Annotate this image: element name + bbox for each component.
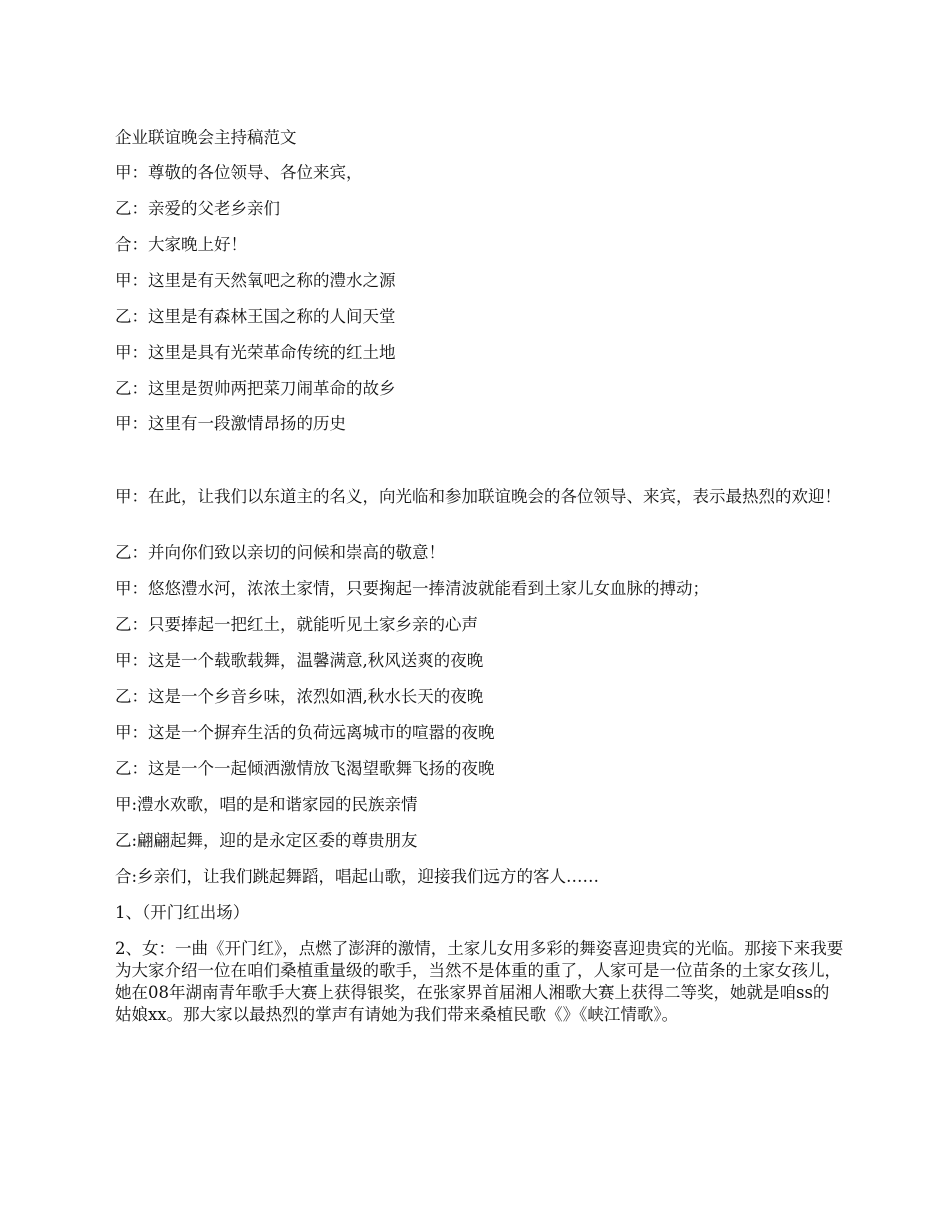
dialogue-line: 合：大家晚上好！ bbox=[115, 235, 247, 254]
welcome-paragraph: 甲：在此，让我们以东道主的名义，向光临和参加联谊晚会的各位领导、来宾，表示最热烈的欢迎！ bbox=[115, 487, 841, 506]
dialogue-line: 甲：这里是具有光荣革命传统的红土地 bbox=[115, 343, 396, 362]
dialogue-line: 甲：这里有一段激情昂扬的历史 bbox=[115, 414, 346, 433]
dialogue-line: 乙：这是一个一起倾洒激情放飞渴望歌舞飞扬的夜晚 bbox=[115, 759, 495, 778]
document-title: 企业联谊晚会主持稿范文 bbox=[115, 128, 297, 147]
dialogue-line: 甲：这是一个摒弃生活的负荷远离城市的喧嚣的夜晚 bbox=[115, 723, 495, 742]
dialogue-line: 合:乡亲们，让我们跳起舞蹈，唱起山歌，迎接我们远方的客人…… bbox=[115, 867, 600, 886]
program-item: 1、（开门红出场） bbox=[115, 903, 250, 922]
dialogue-line: 乙:翩翩起舞，迎的是永定区委的尊贵朋友 bbox=[115, 831, 418, 850]
dialogue-line: 乙：这里是贺帅两把菜刀闹革命的故乡 bbox=[115, 379, 396, 398]
dialogue-line: 乙：这是一个乡音乡味，浓烈如酒,秋水长天的夜晚 bbox=[115, 687, 484, 706]
dialogue-line: 乙：这里是有森林王国之称的人间天堂 bbox=[115, 307, 396, 326]
dialogue-line: 甲：这里是有天然氧吧之称的澧水之源 bbox=[115, 271, 396, 290]
closing-paragraph: 2、女：一曲《开门红》，点燃了澎湃的激情，土家儿女用多彩的舞姿喜迎贵宾的光临。那接下来我要为大家介绍一位在咱们桑植重量级的歌手，当然不是体重的重了，人家可是一位苗条的土家女孩儿，她在08年湖南青年歌手大赛上获得银奖，在张家界首届湘人湘歌大赛上获得二等奖，她就是咱ss的姑娘xx。那大家以最热烈的掌声有请她为我们带来桑植民歌《》《峡江情歌》。 bbox=[115, 939, 844, 1024]
dialogue-line: 乙：亲爱的父老乡亲们 bbox=[115, 199, 280, 218]
dialogue-line: 乙：并向你们致以亲切的问候和崇高的敬意！ bbox=[115, 543, 445, 562]
dialogue-line: 甲：悠悠澧水河，浓浓土家情，只要掬起一捧清波就能看到土家儿女血脉的搏动； bbox=[115, 579, 709, 598]
dialogue-line: 甲：尊敬的各位领导、各位来宾， bbox=[115, 163, 363, 182]
dialogue-line: 甲：这是一个载歌载舞，温馨满意,秋风送爽的夜晚 bbox=[115, 651, 484, 670]
dialogue-line: 甲:澧水欢歌，唱的是和谐家园的民族亲情 bbox=[115, 795, 418, 814]
dialogue-line: 乙：只要捧起一把红土，就能听见土家乡亲的心声 bbox=[115, 615, 478, 634]
